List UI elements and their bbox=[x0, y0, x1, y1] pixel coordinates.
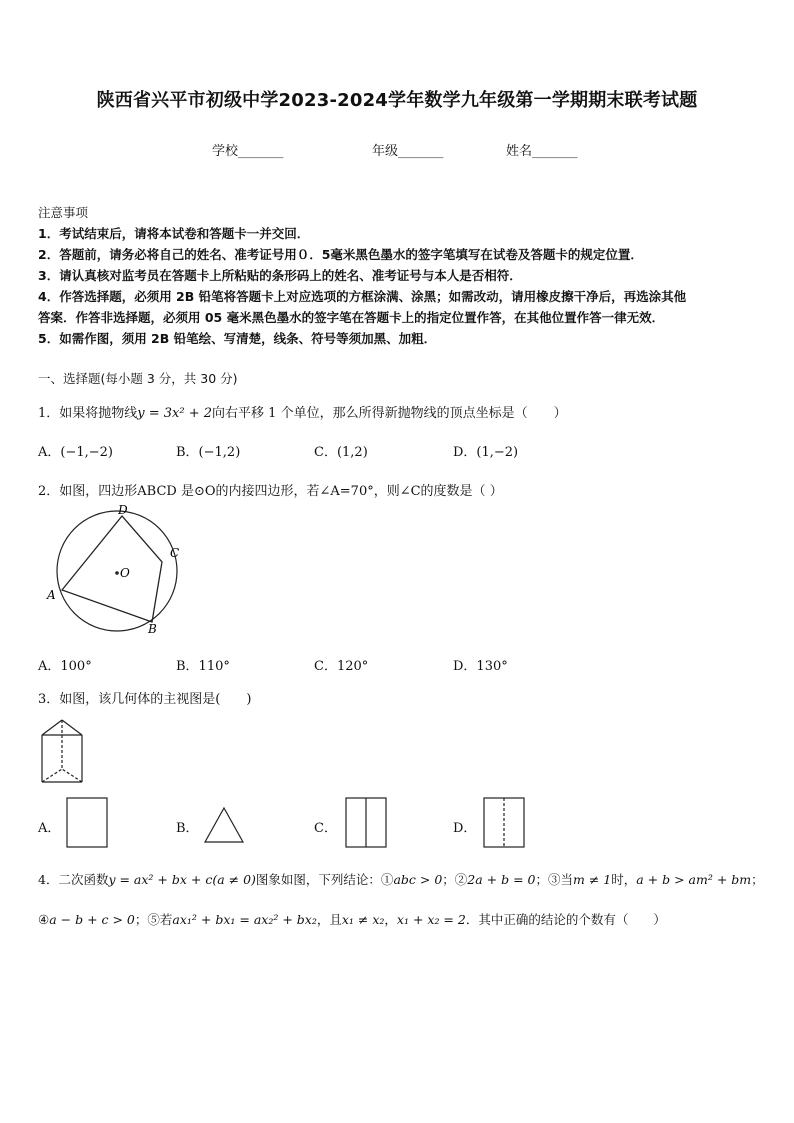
q4-conclusion-1: abc > 0 bbox=[393, 872, 443, 887]
q3-option-c-label: C． bbox=[314, 821, 337, 836]
q3-stem: 3．如图，该几何体的主视图是( ) bbox=[38, 692, 252, 707]
notice-item-2: 2．答题前，请务必将自己的姓名、准考证号用０．5毫米黑色墨水的签字笔填写在试卷及答题卡的规定位置． bbox=[38, 247, 643, 262]
notice-item-4: 4．作答选择题，必须用 2B 铅笔将答题卡上对应选项的方框涂满、涂黑；如需改动，请用橡皮擦干净后，再选涂其他 bbox=[38, 289, 687, 304]
q1-option-d: D．(1,−2) bbox=[453, 445, 519, 460]
q4-conclusion-5-sum: x₁ + x₂ = 2 bbox=[396, 912, 466, 927]
q4-post: ．其中正确的结论的个数有（ ） bbox=[465, 912, 666, 927]
q4-conclusion-3: a + b > am² + bm bbox=[636, 872, 752, 887]
q1-post: 向右平移 1 个单位，那么所得新抛物线的顶点坐标是（ ） bbox=[212, 406, 567, 421]
q3-option-b-triangle bbox=[205, 808, 243, 842]
q1-stem bbox=[38, 402, 567, 421]
notice-item-1: 1．考试结束后，请将本试卷和答题卡一并交回． bbox=[38, 226, 310, 241]
q2-option-b: B．110° bbox=[176, 659, 230, 674]
q4-pre: 4．二次函数 bbox=[38, 872, 109, 887]
q3-option-c-rect bbox=[346, 798, 386, 847]
q3-option-b-label: B． bbox=[176, 821, 199, 836]
label-a: A bbox=[47, 588, 56, 602]
q4-line-2 bbox=[38, 910, 666, 928]
q4-conclusion-5-eq: ax₁² + bx₁ = ax₂² + bx₂ bbox=[172, 912, 317, 927]
q3-option-a-label: A． bbox=[38, 821, 61, 836]
q4-sep-5: ，且 bbox=[316, 912, 342, 927]
circle-o bbox=[57, 511, 180, 631]
q4-sep-6: ， bbox=[384, 912, 397, 927]
notice-item-4-cont: 答案．作答非选择题，必须用 05 毫米黑色墨水的签字笔在答题卡上的指定位置作答，在其他位置作答一律无效． bbox=[38, 310, 665, 325]
school-field: 学校_______ bbox=[212, 144, 284, 159]
q2-stem: 2．如图，四边形ABCD 是⊙O的内接四边形，若∠A=70°，则∠C的度数是（ ） bbox=[38, 484, 503, 499]
q4-sep-2: ；③当 bbox=[535, 872, 573, 887]
q2-option-d: D．130° bbox=[453, 659, 508, 674]
q4-conclusion-2: 2a + b = 0 bbox=[467, 872, 536, 887]
notice-heading: 注意事项 bbox=[38, 205, 89, 220]
q1-pre: 1．如果将抛物线 bbox=[38, 406, 138, 421]
q4-conclusion-5-neq: x₁ ≠ x₂ bbox=[341, 912, 385, 927]
label-c: C bbox=[170, 546, 180, 560]
q2-option-a: A．100° bbox=[38, 659, 92, 674]
notice-item-5: 5．如需作图，须用 2B 铅笔绘、写清楚，线条、符号等须加黑、加粗． bbox=[38, 331, 437, 346]
page-title: 陕西省兴平市初级中学2023-2024学年数学九年级第一学期期末联考试题 bbox=[96, 90, 698, 111]
q2-option-c: C．120° bbox=[314, 659, 369, 674]
label-o: O bbox=[120, 566, 130, 580]
center-point bbox=[115, 571, 119, 575]
grade-field: 年级_______ bbox=[372, 144, 444, 159]
q4-circle-4: ④ bbox=[38, 912, 50, 927]
quadrilateral-abcd bbox=[62, 516, 162, 622]
q4-formula: y = ax² + bx + c(a ≠ 0) bbox=[108, 872, 256, 887]
name-field: 姓名_______ bbox=[506, 144, 578, 159]
q4-sep-4: ；⑤若 bbox=[134, 912, 173, 927]
q1-option-a: A．(−1,−2) bbox=[38, 445, 113, 460]
q4-end-1: ； bbox=[751, 872, 764, 887]
notice-item-3: 3．请认真核对监考员在答题卡上所粘贴的条形码上的姓名、准考证号与本人是否相符． bbox=[38, 268, 522, 283]
label-d: D bbox=[118, 503, 128, 517]
q1-option-b: B．(−1,2) bbox=[176, 445, 241, 460]
q4-mid: 图象如图，下列结论：① bbox=[255, 872, 394, 887]
q3-option-d-label: D． bbox=[453, 821, 477, 836]
q4-sep-1: ；② bbox=[442, 872, 468, 887]
section-heading: 一、选择题(每小题 3 分，共 30 分) bbox=[38, 371, 238, 386]
q4-sep-3: 时， bbox=[611, 872, 637, 887]
q1-formula: y = 3x² + 2 bbox=[137, 406, 213, 421]
q3-prism-figure bbox=[42, 720, 82, 782]
q3-option-a-rect bbox=[67, 798, 107, 847]
q1-option-c: C．(1,2) bbox=[314, 445, 368, 460]
q4-line-1 bbox=[38, 870, 764, 888]
q4-conclusion-3-cond: m ≠ 1 bbox=[573, 872, 612, 887]
label-b: B bbox=[148, 622, 157, 636]
q4-conclusion-4: a − b + c > 0 bbox=[49, 912, 135, 927]
q3-option-d-rect bbox=[484, 798, 524, 847]
